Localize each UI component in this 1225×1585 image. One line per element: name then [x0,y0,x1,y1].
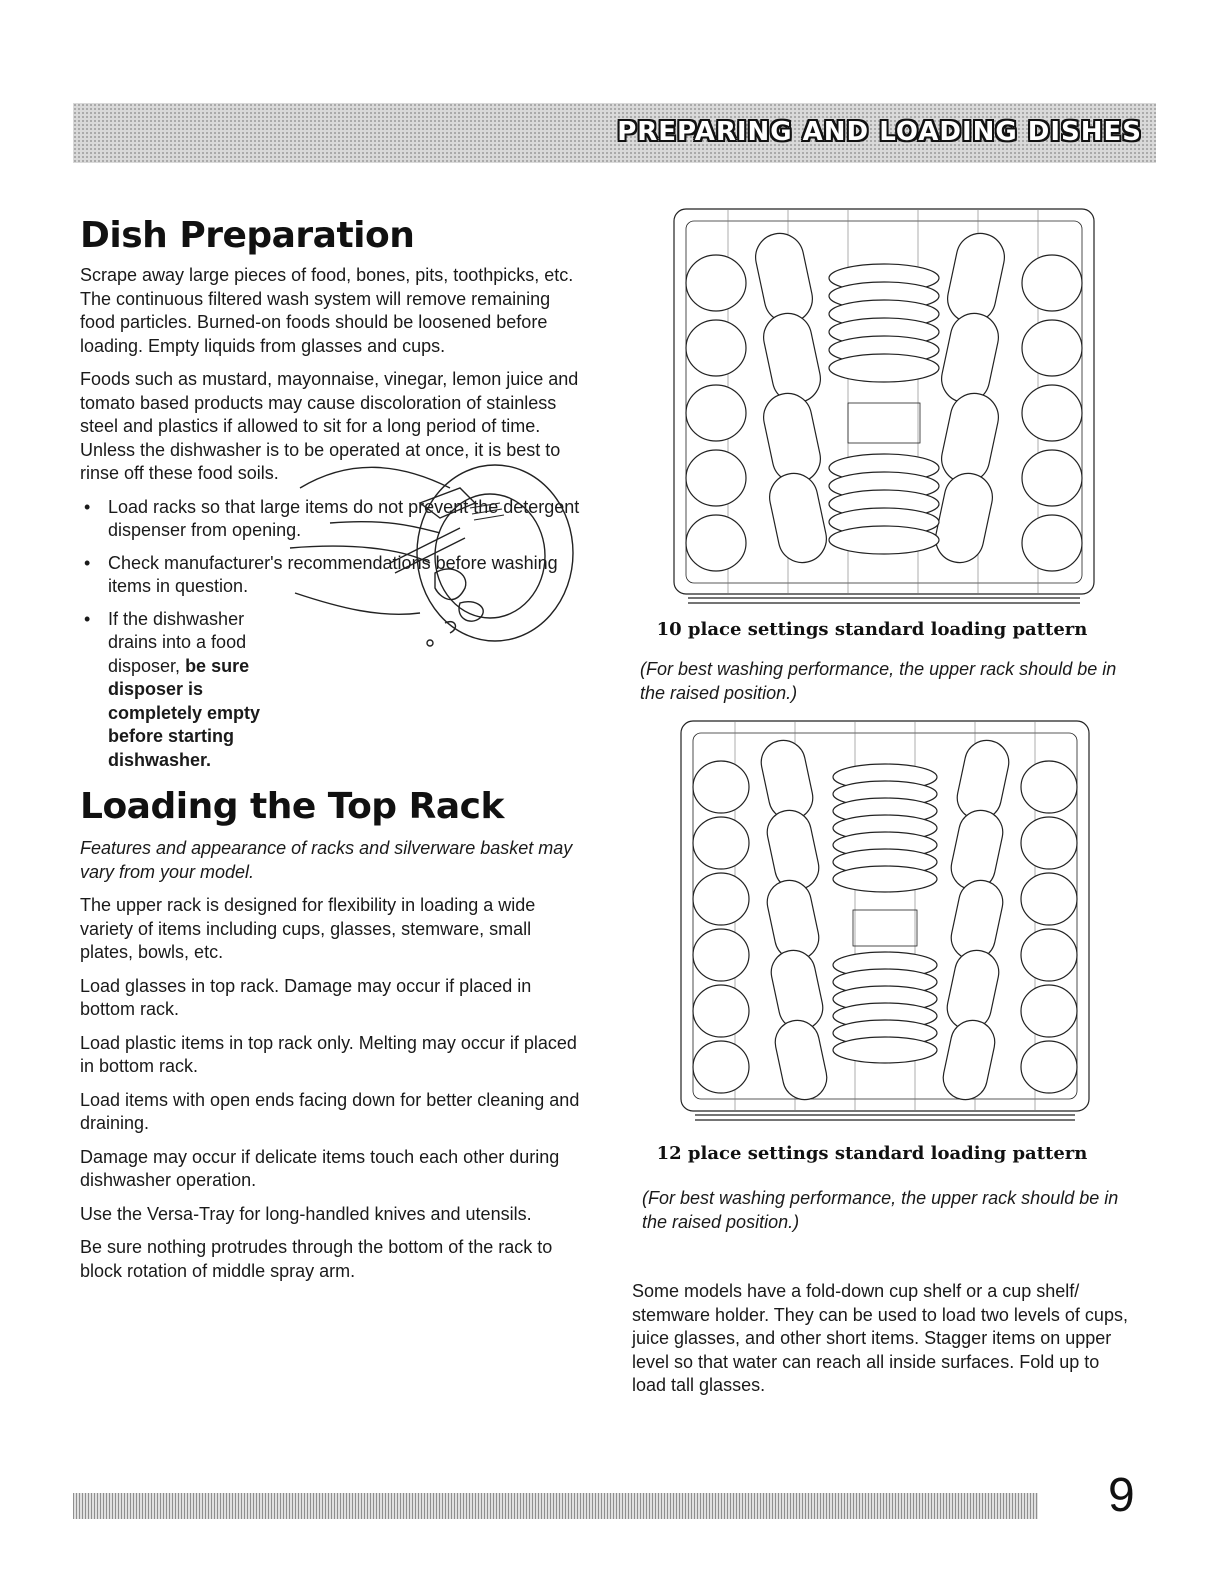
top-rack-para: Damage may occur if delicate items touch each other during dishwasher operation. [80,1146,560,1190]
section-banner [73,103,1156,163]
scraping-plate-illustration [270,448,580,648]
cup-shelf-para: Some models have a fold-down cup shelf or a cup shelf/ stemware holder. They can be used to load two levels of cups, juice glasses, and other short items. Stagger items on upper level so that water can reach all inside surfaces. Fold up to load tall glasses. [632,1281,1128,1395]
bullet-item: • Load racks so that large items do not prevent the detergent dispenser from opening. [84,496,580,540]
footer-bar [73,1493,1038,1519]
top-rack-para: Load items with open ends facing down for better cleaning and draining. [80,1089,580,1133]
top-rack-para: Load plastic items in top rack only. Melting may occur if placed in bottom rack. [80,1032,577,1076]
figure-note-12: (For best washing performance, the upper rack should be in the raised position.) [642,1188,1119,1232]
top-rack-para: The upper rack is designed for flexibility in loading a wide variety of items including cups, glasses, stemware, small plates, bowls, etc. [80,895,536,962]
rack-10-place-settings-illustration [668,203,1100,608]
dish-prep-para-2: Foods such as mustard, mayonnaise, vinegar, lemon juice and tomato based products may cause discoloration of stainless steel and plastics if allowed to sit for a long period of time. Unless the dishwasher is to be operated at once, it is best to rinse off these food soils. [80,369,579,483]
top-rack-para: Be sure nothing protrudes through the bottom of the rack to block rotation of middle spray arm. [80,1237,553,1281]
dish-prep-para-1: Scrape away large pieces of food, bones, pits, toothpicks, etc. The continuous filtered wash system will remove remaining food particles. Burned-on foods should be loosened before loading. Empty liquids from glasses and cups. [80,265,574,356]
section-title: PREPARING AND LOADING DISHES [617,117,1142,147]
dish-prep-heading: Dish Preparation [80,215,415,256]
figure-caption-10: 10 place settings standard loading pattern [656,619,1088,640]
figure-caption-12: 12 place settings standard loading pattern [656,1143,1088,1164]
top-rack-para: Load glasses in top rack. Damage may occur if placed in bottom rack. [80,975,532,1019]
disposer-warning-text: be sure disposer is completely empty before starting dishwasher. [108,655,261,770]
figure-note-10: (For best washing performance, the upper rack should be in the raised position.) [640,659,1117,703]
top-rack-para: Use the Versa-Tray for long-handled knives and utensils. [80,1203,532,1224]
left-column [80,215,580,1293]
bullet-item: • Check manufacturer's recommendations before washing items in question. [84,552,558,596]
bullet-item-disposer: • If the dishwasher drains into a food disposer, be sure disposer is completely empty before starting dishwasher. [84,608,261,770]
page-number: 9 [1108,1469,1135,1522]
disposer-lead-text: If the dishwasher drains into a food disposer, [108,608,247,676]
rack-12-place-settings-illustration [675,715,1095,1125]
top-rack-intro: Features and appearance of racks and silverware basket may vary from your model. [80,838,573,882]
top-rack-heading: Loading the Top Rack [80,786,504,827]
